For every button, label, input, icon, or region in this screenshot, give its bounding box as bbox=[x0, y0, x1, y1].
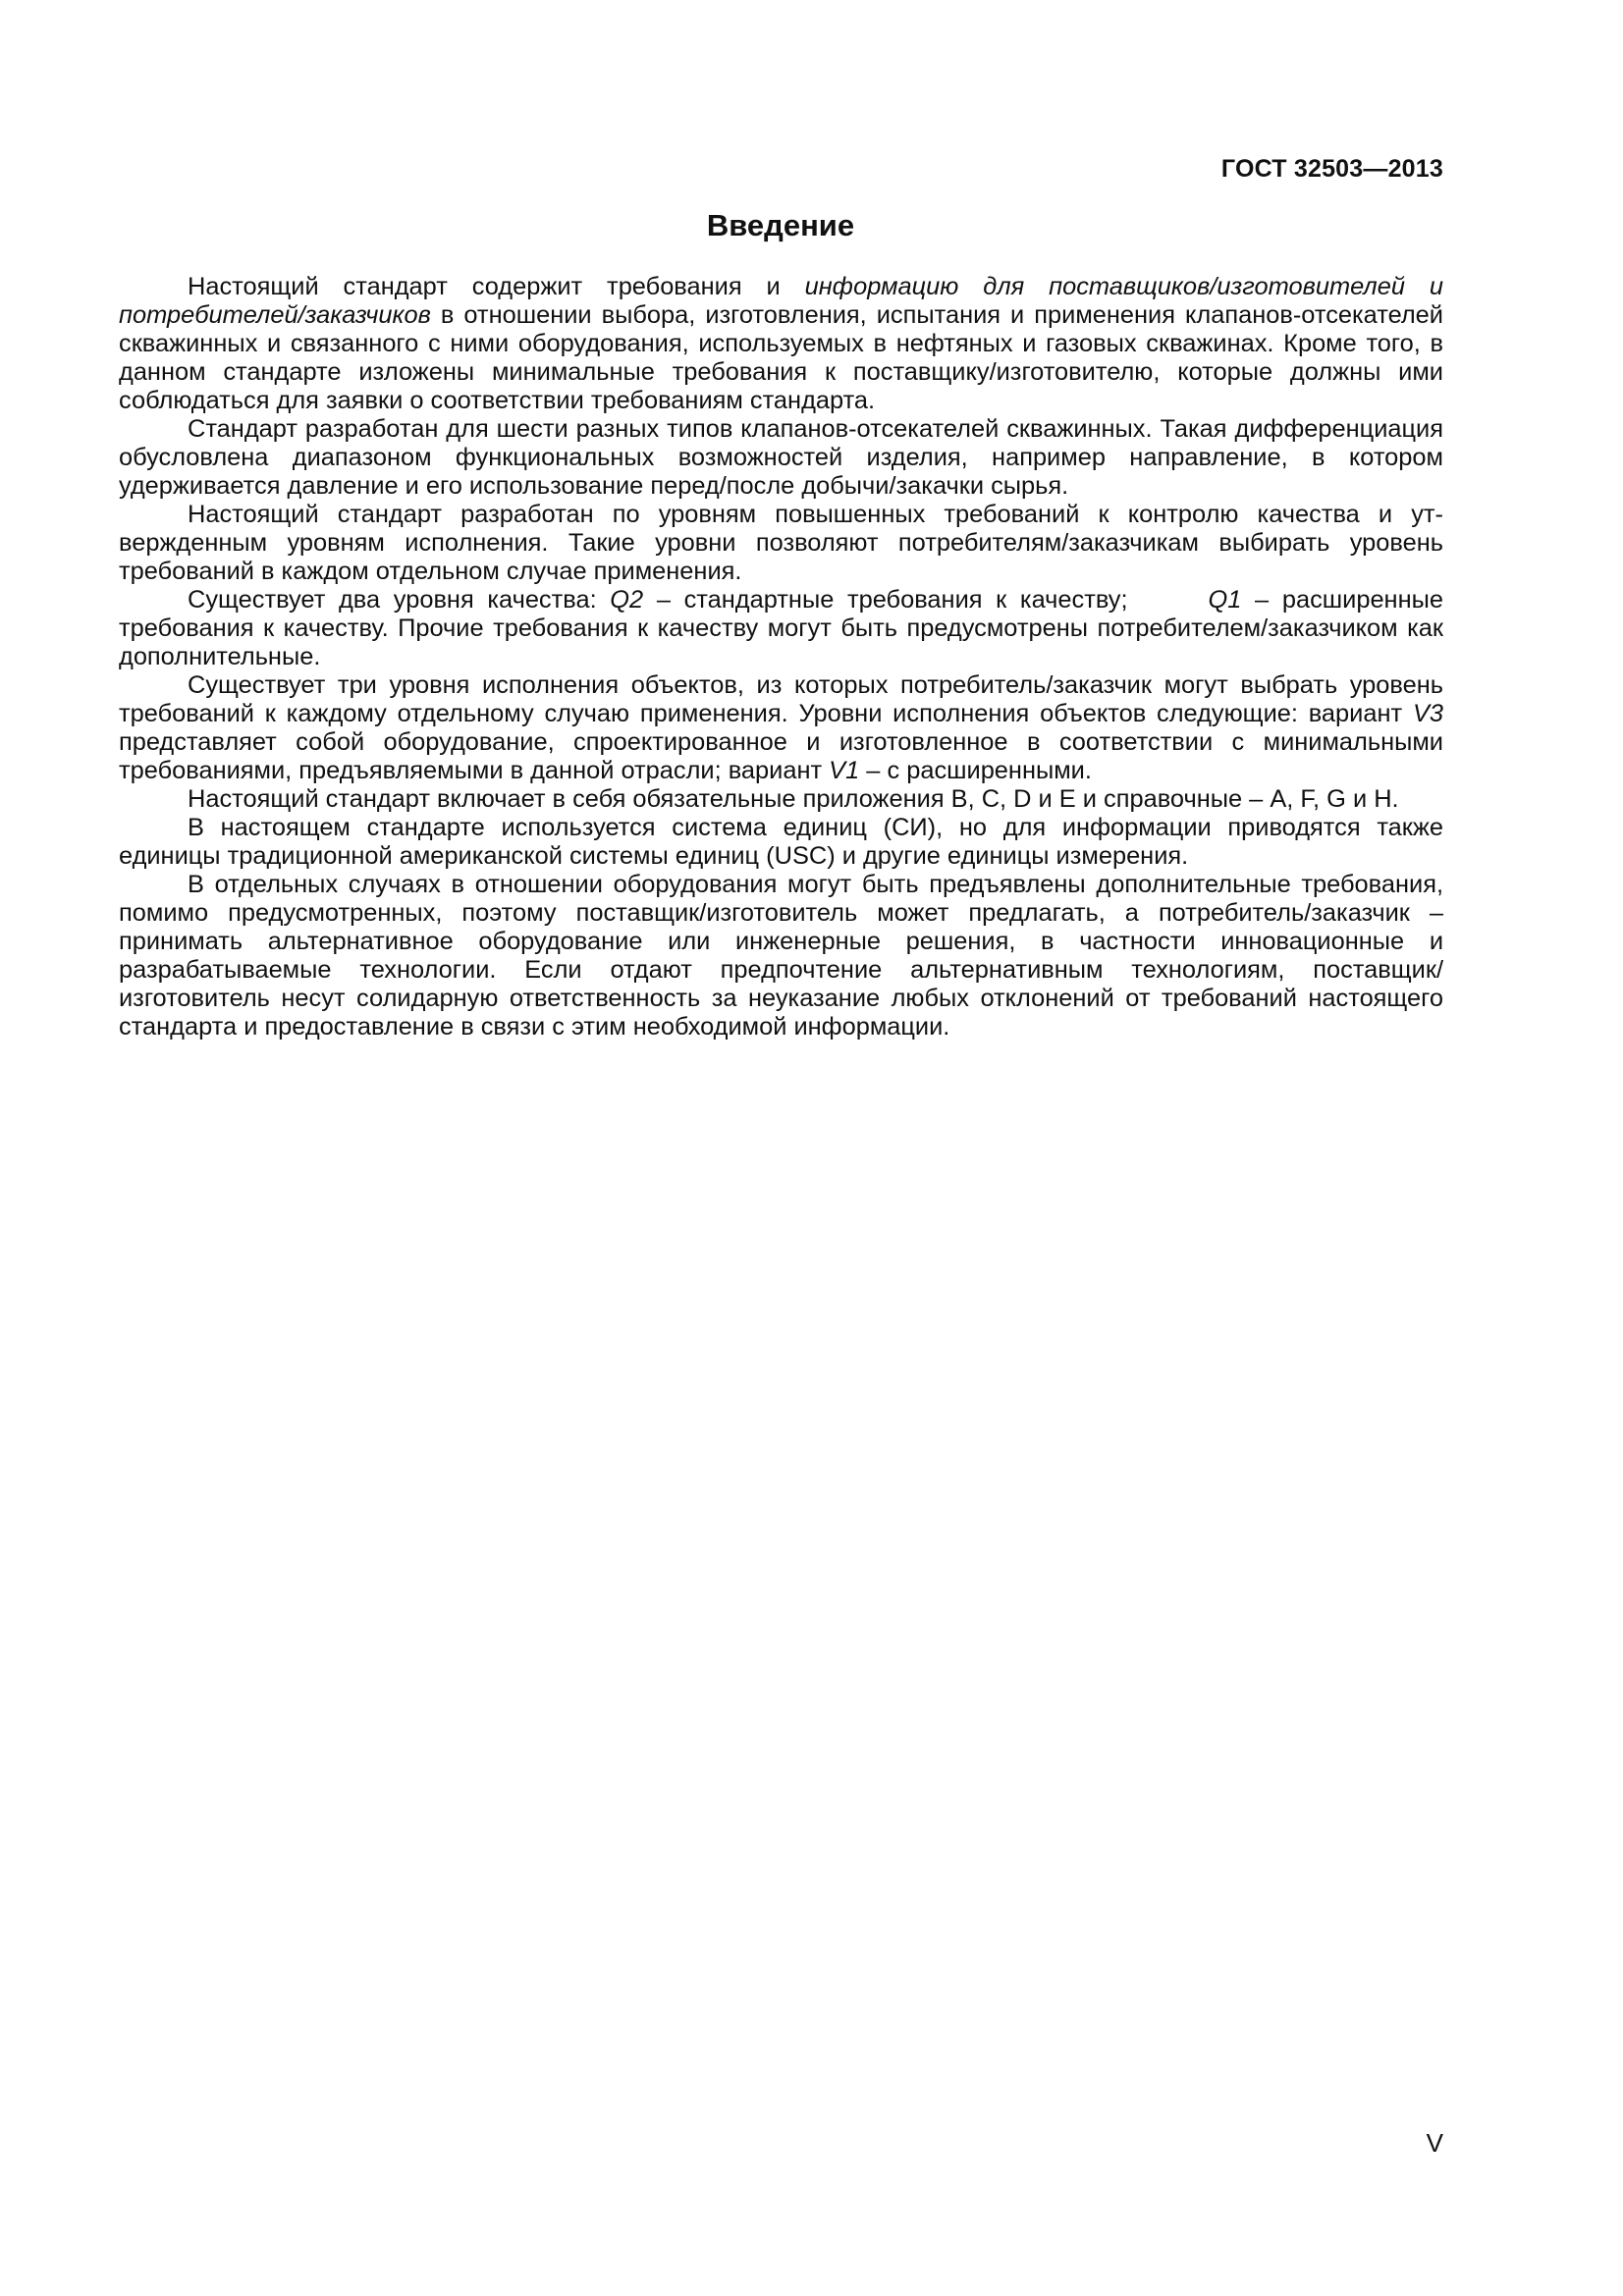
paragraph-7 bbox=[119, 814, 1443, 871]
variant-v1: V1 bbox=[829, 757, 860, 784]
section-title: Введение bbox=[706, 208, 855, 242]
quality-level-q2: Q2 bbox=[610, 586, 644, 614]
document-code: ГОСТ 32503—2013 bbox=[1220, 155, 1443, 183]
paragraph-4 bbox=[119, 586, 1443, 671]
paragraph-text: В отдельных случаях в отношении оборудования могут быть предъявлены дополнительные требования, помимо предусмотренных, поэтому поставщик/изготовитель может предлагать, а потребитель/заказчик – принимать альтернативное оборудование или инженерные решения, в частности инновационные и разрабатываемые технологии. Если отдают предпочтение альтернативным технологиям, поставщик/изготовитель несут солидарную ответственность за неуказание любых отклонений от требований настоящего стандарта и предоставление в связи с этим необходимой информации. bbox=[119, 871, 1443, 1041]
paragraph-text: – расширенные требования к качеству. Прочие требования к качеству могут быть предусмотрены потребителем/заказчиком как дополнительные. bbox=[119, 586, 1443, 670]
variant-v3: V3 bbox=[1412, 700, 1443, 727]
paragraph-3 bbox=[119, 501, 1443, 586]
paragraph-text: Стандарт разработан для шести разных типов клапанов-отсекателей скважинных. Такая дифференциация обусловлена диапазоном функциональных возможностей изделия, например направление, в котором удерживается давление и его использование перед/после добычи/закачки сырья. bbox=[119, 415, 1443, 500]
paragraph-1 bbox=[119, 273, 1443, 415]
paragraph-text: В настоящем стандарте используется система единиц (СИ), но для информации приводятся также единицы традиционной американской системы единиц (USC) и другие единицы измерения. bbox=[119, 814, 1443, 870]
paragraph-text: Настоящий стандарт разработан по уровням повышенных требований к контролю качества и утвержденным уровням исполнения. Такие уровни позволяют потребителям/заказчикам выбирать уровень требований в каждом отдельном случае применения. bbox=[119, 501, 1443, 585]
emphasized-text: информацию для поставщиков/изготовителей и потребителей/заказчиков bbox=[119, 273, 1443, 329]
paragraph-text: – стандартные требования к качеству; bbox=[643, 586, 1128, 614]
paragraph-text: Настоящий стандарт включает в себя обязательные приложения B, C, D и E и справочные – А, F, G и H. bbox=[188, 785, 1399, 813]
paragraph-text: Существует три уровня исполнения объектов, из которых потребитель/заказчик могут выбрать уровень требований к каждому отдельному случаю применения. Уровни исполнения объектов следующие: вариант bbox=[119, 671, 1443, 727]
paragraph-8 bbox=[119, 871, 1443, 1041]
paragraph-text: Существует два уровня качества: bbox=[188, 586, 611, 614]
paragraph-text: Настоящий стандарт содержит требования и bbox=[188, 273, 805, 300]
page-number: V bbox=[1426, 2128, 1443, 2158]
body-text bbox=[119, 273, 1443, 1041]
paragraph-text: в отношении выбора, изготовления, испытания и применения клапанов-отсекателей скважинных и связанного с ними оборудования, используемых в нефтяных и газовых скважинах. Кроме того, в данном стандарте изложены минимальные требования к поставщику/изготовителю, которые должны ими соблюдаться для заявки о соответствии требованиям стандарта. bbox=[119, 301, 1443, 414]
quality-level-q1: Q1 bbox=[1208, 586, 1242, 614]
paragraph-2 bbox=[119, 415, 1443, 501]
paragraph-5 bbox=[119, 671, 1443, 785]
paragraph-6 bbox=[119, 785, 1443, 814]
paragraph-text: – с расширенными. bbox=[859, 757, 1092, 784]
paragraph-text: представляет собой оборудование, спроектированное и изготовленное в соответствии с минимальными требованиями, предъявляемыми в данной отрасли; вариант bbox=[119, 728, 1443, 784]
